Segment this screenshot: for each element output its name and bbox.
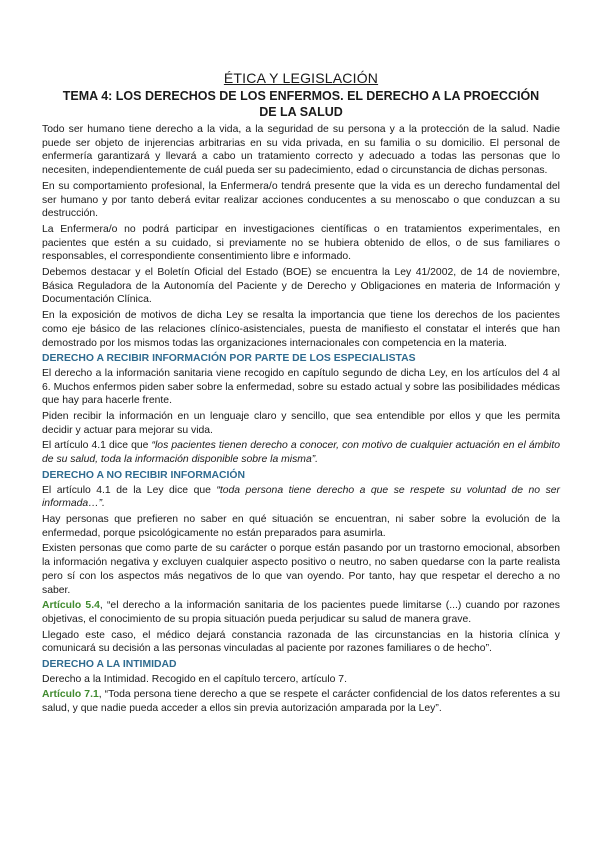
intro-paragraph: En su comportamiento profesional, la Enfermera/o tendrá presente que la vida es un derecho fundamental del ser humano y por tanto deberá evitar realizar acciones conducentes a su menoscabo o que conduzcan a su destrucción. bbox=[42, 180, 560, 220]
law-quote: “los pacientes tienen derecho a conocer, con motivo de cualquier actuación en el ámbito de su salud, toda la información disponible sobre la misma”. bbox=[42, 440, 561, 466]
paragraph-text: , “el derecho a la información sanitaria de los pacientes puede limitarse (...) cuando por razones objetivas, el conocimiento de su propia situación pueda perjudicar su salud de manera grave. bbox=[42, 600, 560, 625]
section3-paragraph: Derecho a la Intimidad. Recogido en el capítulo tercero, artículo 7. bbox=[42, 673, 347, 685]
document-title: ÉTICA Y LEGISLACIÓN bbox=[223, 70, 379, 86]
intro-paragraph: La Enfermera/o no podrá participar en investigaciones científicas o en tratamientos experimentales, en pacientes que estén a su cuidado, si previamente no se hubiera obtenido de ellos, o de sus familiares o responsables, el correspondiente consentimiento libre e informado. bbox=[42, 223, 560, 263]
article-reference: Artículo 7.1 bbox=[42, 689, 99, 701]
intro-paragraph: Debemos destacar y el Boletín Oficial del Estado (BOE) se encuentra la Ley 41/2002, de 14 de noviembre, Básica Reguladora de la Autonomía del Paciente y de Derecho y Obligaciones en materia de Información y Documentación Clínica. bbox=[42, 267, 560, 306]
section1-paragraph: Piden recibir la información en un lenguaje claro y sencillo, que sea entendible por ellos y que les permita decidir y actuar para mejorar su vida. bbox=[42, 411, 560, 436]
section1-paragraph-article-4-1 bbox=[42, 439, 560, 466]
intro-paragraph: Todo ser humano tiene derecho a la vida, a la seguridad de su persona y a la protección de la salud. Nadie puede ser objeto de injerencias arbitrarias en su vida privada, en su familia o su domicilio. El personal de enfermería garantizará y llevará a cabo un tratamiento correcto y adecuado a todas las personas que lo necesiten, independientemente de cuál pueda ser su padecimiento, edad o circunstancia de dichas personas. bbox=[42, 124, 560, 177]
article-reference: Artículo 5.4 bbox=[42, 600, 100, 612]
section2-paragraph: Hay personas que prefieren no saber en qué situación se encuentran, ni saber sobre la evolución de la enfermedad, porque psicológicamente no están preparados para asumirla. bbox=[42, 513, 560, 539]
section2-paragraph: Llegado este caso, el médico dejará constancia razonada de las circunstancias en la historia clínica y comunicará su decisión a las personas vinculadas al paciente por razones familiares o de hecho”. bbox=[42, 629, 560, 655]
paragraph-lead: El artículo 4.1 dice que bbox=[42, 440, 152, 452]
section-heading-intimidad: DERECHO A LA INTIMIDAD bbox=[42, 659, 177, 671]
section1-paragraph: El derecho a la información sanitaria viene recogido en capítulo segundo de dicha Ley, en los artículos del 4 al 6. Muchos enfermos piden saber sobre la enfermedad, sobre su estado actual y sobre las posibilidades médicas que hay para hacerle frente. bbox=[42, 367, 560, 407]
paragraph-lead: El artículo 4.1 de la Ley dice que bbox=[42, 484, 217, 496]
document-subtitle: TEMA 4: LOS DERECHOS DE LOS ENFERMOS. EL DERECHO A LA PROECCIÓN DE LA SALUD bbox=[62, 89, 540, 119]
section2-paragraph-article-5-4 bbox=[42, 599, 560, 626]
paragraph-text: , “Toda persona tiene derecho a que se respete el carácter confidencial de los datos referentes a su salud, y que nadie pueda acceder a ellos sin previa autorización amparada por la Ley”. bbox=[42, 689, 560, 715]
section2-paragraph-article-4-1 bbox=[42, 484, 560, 511]
section2-paragraph: Existen personas que como parte de su carácter o porque están pasando por un trastorno emocional, absorben la información negativa y excluyen cualquier aspecto positivo o neutro, no saben quedarse con la parte realista pero sí con los aspectos más negativos de lo que van oyendo. Por tanto, hay que respetar el derecho a no saber. bbox=[42, 543, 560, 596]
section-heading-recibir-informacion: DERECHO A RECIBIR INFORMACIÓN POR PARTE DE LOS ESPECIALISTAS bbox=[42, 353, 416, 365]
section3-paragraph-article-7-1 bbox=[42, 688, 560, 715]
section-heading-no-recibir-informacion: DERECHO A NO RECIBIR INFORMACIÓN bbox=[42, 469, 246, 481]
intro-paragraph: En la exposición de motivos de dicha Ley se resalta la importancia que tiene los derechos de los pacientes como eje básico de las relaciones clínico-asistenciales, puesta de manifiesto el constatar el interés que han demostrado por los mismos todas las organizaciones internacionales con competencia en la materia. bbox=[42, 310, 560, 349]
law-quote: “toda persona tiene derecho a que se respete su voluntad de no ser informada…”. bbox=[42, 484, 560, 510]
